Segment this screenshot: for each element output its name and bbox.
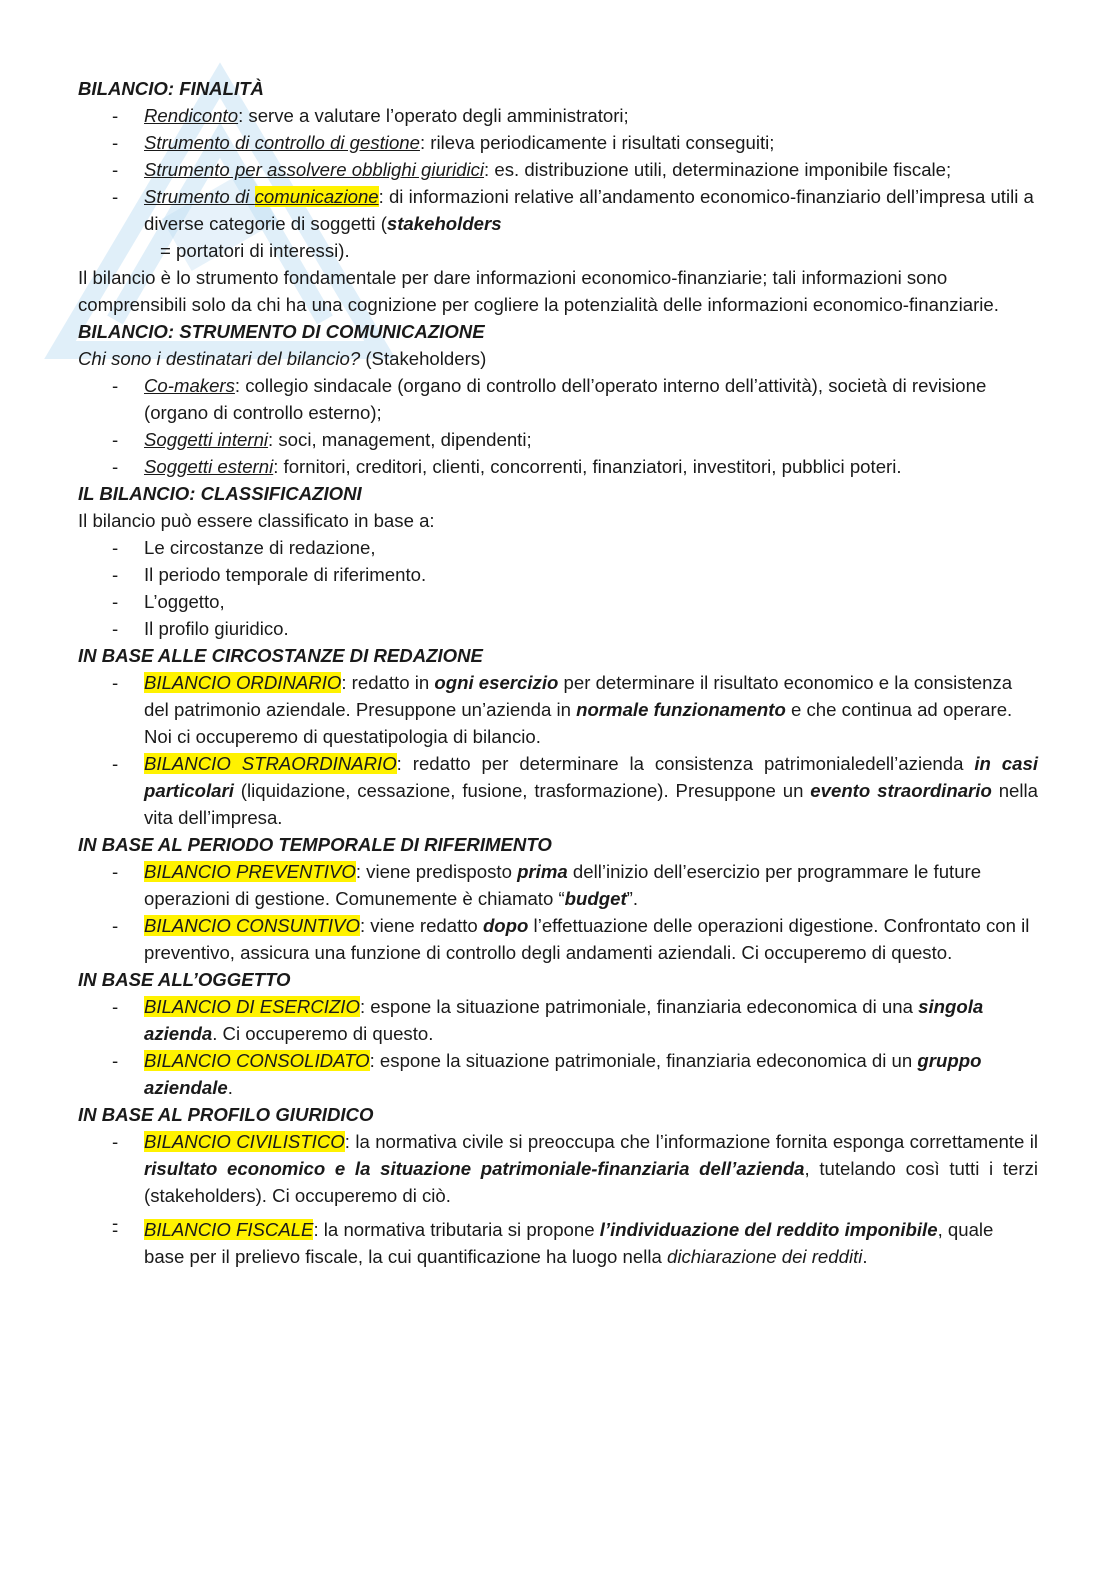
list-item: - Co-makers: collegio sindacale (organo di controllo dell’operato interno dell’attività), società di revisione (organo di controllo esterno); xyxy=(78,372,1038,426)
list-item: - BILANCIO CONSUNTIVO: viene redatto dopo l’effettuazione delle operazioni digestione. Confrontato con il preventivo, assicura una funzione di controllo degli andamenti aziendali. Ci occuperemo di questo. xyxy=(78,912,1038,966)
list-oggetto xyxy=(78,993,1038,1101)
list-item: - Soggetti esterni: fornitori, creditori, clienti, concorrenti, finanziatori, investitori, pubblici poteri. xyxy=(78,453,1038,480)
heading-comunicazione: BILANCIO: STRUMENTO DI COMUNICAZIONE xyxy=(78,321,485,342)
heading-periodo: IN BASE AL PERIODO TEMPORALE DI RIFERIMENTO xyxy=(78,834,552,855)
list-giuridico xyxy=(78,1128,1038,1270)
list-item: - BILANCIO CONSOLIDATO: espone la situazione patrimoniale, finanziaria edeconomica di un gruppo aziendale. xyxy=(78,1047,1038,1101)
list-periodo xyxy=(78,858,1038,966)
list-item: - Rendiconto: serve a valutare l’operato degli amministratori; xyxy=(78,102,1038,129)
list-redazione xyxy=(78,669,1038,831)
list-item: - L’oggetto, xyxy=(78,588,1038,615)
classificazioni-intro: Il bilancio può essere classificato in base a: xyxy=(78,510,435,531)
list-item: - Soggetti interni: soci, management, dipendenti; xyxy=(78,426,1038,453)
list-item: - BILANCIO DI ESERCIZIO: espone la situazione patrimoniale, finanziaria edeconomica di una singola azienda. Ci occuperemo di questo. xyxy=(78,993,1038,1047)
list-item: - BILANCIO ORDINARIO: redatto in ogni esercizio per determinare il risultato economico e la consistenza del patrimonio aziendale. Presuppone un’azienda in normale funzionamento e che continua ad operare. Noi ci occuperemo di questatipologia di bilancio. xyxy=(78,669,1038,750)
list-item: - Strumento per assolvere obblighi giuridici: es. distribuzione utili, determinazione imponibile fiscale; xyxy=(78,156,1038,183)
list-item: - BILANCIO CIVILISTICO: la normativa civile si preoccupa che l’informazione fornita esponga correttamente il risultato economico e la situazione patrimoniale-finanziaria dell’azienda, tutelando così tutti i terzi (stakeholders). Ci occuperemo di ciò. xyxy=(78,1128,1038,1209)
paragraph-finalita: Il bilancio è lo strumento fondamentale per dare informazioni economico-finanziarie; tali informazioni sono comprensibili solo da chi ha una cognizione per cogliere la potenzialità delle informazioni economico-finanziarie. xyxy=(78,267,999,315)
list-item: - Le circostanze di redazione, xyxy=(78,534,1038,561)
heading-oggetto: IN BASE ALL’OGGETTO xyxy=(78,969,291,990)
heading-classificazioni: IL BILANCIO: CLASSIFICAZIONI xyxy=(78,483,362,504)
list-item: - BILANCIO FISCALE: la normativa tributaria si propone l’individuazione del reddito imponibile, quale base per il prelievo fiscale, la cui quantificazione ha luogo nella dichiarazione dei redditi. xyxy=(78,1216,1038,1270)
heading-finalita: BILANCIO: FINALITÀ xyxy=(78,78,264,99)
heading-redazione: IN BASE ALLE CIRCOSTANZE DI REDAZIONE xyxy=(78,645,483,666)
list-item: - BILANCIO STRAORDINARIO: redatto per determinare la consistenza patrimonialedell’azienda in casi particolari (liquidazione, cessazione, fusione, trasformazione). Presuppone un evento straordinario nella vita dell’impresa. xyxy=(78,750,1038,831)
list-item: - Il profilo giuridico. xyxy=(78,615,1038,642)
list-item: - Strumento di controllo di gestione: rileva periodicamente i risultati conseguiti; xyxy=(78,129,1038,156)
list-item: - Il periodo temporale di riferimento. xyxy=(78,561,1038,588)
list-destinatari xyxy=(78,372,1038,480)
list-finalita xyxy=(78,102,1038,264)
heading-giuridico: IN BASE AL PROFILO GIURIDICO xyxy=(78,1104,374,1125)
list-classificazioni xyxy=(78,534,1038,642)
list-item: - Strumento di comunicazione: di informazioni relative all’andamento economico-finanziario dell’impresa utili a diverse categorie di soggetti (stakeholders = portatori di interessi). xyxy=(78,183,1038,264)
question-destinatari: Chi sono i destinatari del bilancio? (Stakeholders) xyxy=(78,348,487,369)
document-page xyxy=(78,75,1038,1270)
list-item: - BILANCIO PREVENTIVO: viene predisposto prima dell’inizio dell’esercizio per programmare le future operazioni di gestione. Comunemente è chiamato “budget”. xyxy=(78,858,1038,912)
